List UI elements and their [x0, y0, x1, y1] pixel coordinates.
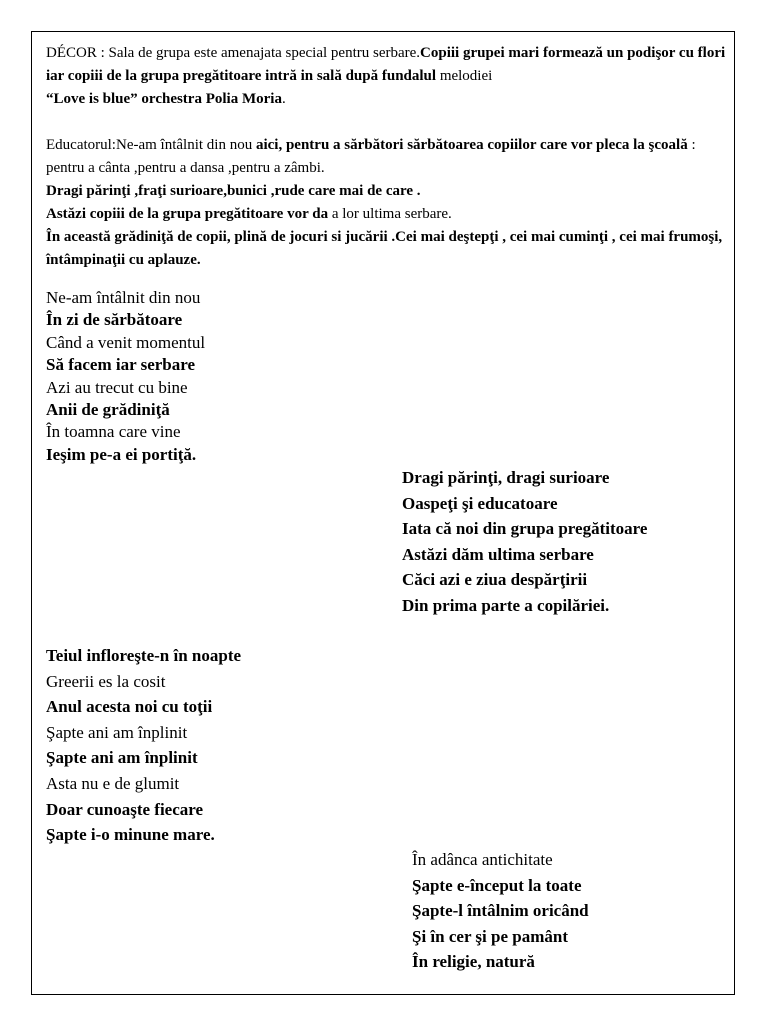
verse-line: Oaspeţi şi educatoare — [402, 493, 558, 513]
educator-line3-tail: a lor ultima serbare. — [328, 206, 452, 222]
decor-label: DÉCOR : — [46, 45, 109, 61]
verse-line: Şapte ani am înplinit — [46, 722, 188, 742]
intro-section — [46, 42, 726, 272]
verse-2 — [402, 465, 647, 618]
educator-paragraph — [46, 134, 726, 180]
educator-line3-bold: Astăzi copiii de la grupa pregătitoare vor da — [46, 206, 329, 222]
verse-line: Iata că noi din grupa pregătitoare — [402, 519, 648, 538]
verse-line: Azi au trecut cu bine — [46, 377, 188, 397]
educator-line4 — [46, 226, 726, 272]
verse-line: În adânca antichitate — [412, 850, 553, 869]
decor-song: “Love is blue” orchestra Polia Moria — [46, 91, 282, 107]
decor-text: Sala de grupa este amenajata special pentru serbare. — [108, 45, 421, 61]
educator-line3 — [46, 203, 726, 226]
educator-line1: Ne-am întâlnit din nou — [115, 137, 256, 153]
verse-line: Asta nu e de glumit — [46, 773, 180, 793]
verse-line: În religie, natură — [412, 952, 535, 972]
educator-line1-tail: : pentru a cânta ,pentru a dansa ,pentru a zâmbi. — [46, 137, 696, 176]
verse-line: Şapte ani am înplinit — [46, 748, 198, 768]
verse-line: Când a venit momentul — [46, 332, 206, 352]
educator-line2 — [46, 180, 726, 203]
verse-line: Doar cunoaşte fiecare — [46, 799, 204, 819]
verse-line: Şapte e-început la toate — [412, 875, 582, 895]
verse-line: Şi în cer şi pe pamânt — [412, 926, 569, 946]
verse-line: Astăzi dăm ultima serbare — [402, 544, 594, 564]
verse-line: Anii de grădiniţă — [46, 400, 170, 420]
verse-line: Ne-am întâlnit din nou — [46, 288, 201, 307]
verse-line: Şapte-l întâlnim oricând — [412, 901, 589, 921]
verse-line: În toamna care vine — [46, 422, 181, 442]
verse-line: Să facem iar serbare — [46, 355, 196, 375]
decor-text-tail: melodiei — [436, 68, 493, 84]
decor-end: . — [281, 91, 286, 107]
verse-3 — [46, 643, 241, 848]
verse-line: Din prima parte a copilăriei. — [402, 595, 610, 615]
verse-line: Căci azi e ziua despărţirii — [402, 570, 588, 589]
verse-line: Dragi părinţi, dragi surioare — [402, 468, 610, 487]
verse-line: Ieşim pe-a ei portiţă. — [46, 444, 197, 464]
educator-line1-bold: aici, pentru a sărbători sărbătoarea copiilor care vor pleca la şcoală — [255, 137, 688, 153]
verse-line: Şapte i-o minune mare. — [46, 825, 215, 845]
educator-label: Educatorul: — [46, 137, 116, 153]
verse-line: Anul acesta noi cu toţii — [46, 697, 213, 717]
verse-line: În zi de sărbătoare — [46, 310, 183, 330]
decor-text-bold: Copiii grupei mari formează un podişor cu flori iar copiii de la grupa pregătitoare intră in sală după fundalul — [46, 45, 726, 84]
educator-line2-text: Dragi părinţi ,fraţi surioare,bunici ,rude care mai de care . — [46, 183, 421, 199]
verse-1 — [46, 287, 205, 466]
educator-line4-text: În această grădiniţă de copii, plină de jocuri si jucării .Cei mai deştepţi , cei mai cuminţi , cei mai frumoşi, întâmpinaţii cu aplauze. — [46, 229, 723, 268]
verse-line: Teiul infloreşte-n în noapte — [46, 646, 242, 665]
verse-4 — [412, 847, 589, 975]
decor-paragraph — [46, 42, 726, 111]
verse-line: Greerii es la cosit — [46, 671, 166, 691]
